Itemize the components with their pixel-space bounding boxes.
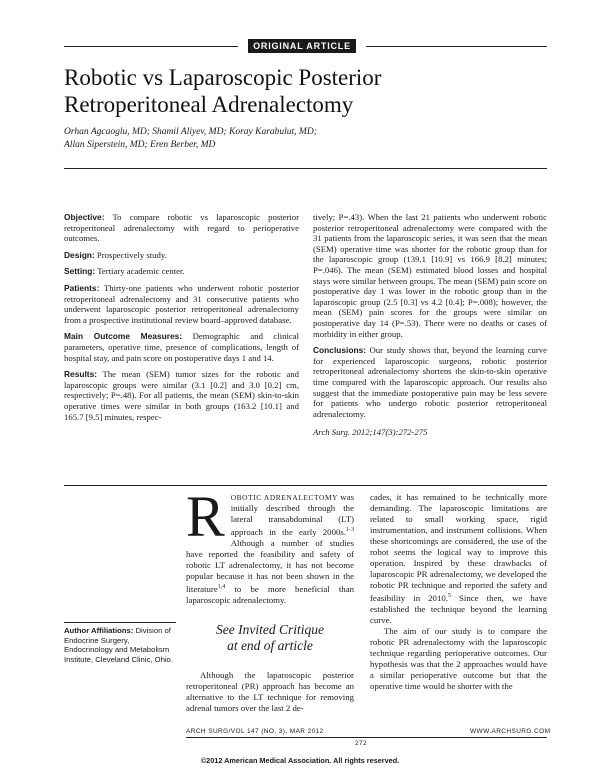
header-rule-right (366, 46, 547, 47)
results-paragraph (64, 369, 299, 422)
conclusions-text: Our study shows that, beyond the learning curve for experienced laparoscopic surgeons, robotic posterior retroperitoneal adrenalectomy shortens the skin-to-skin operative time compared with the laparoscopic approach. Our results also suggest that the immediate postoperative pain may be less severe for patients who undergo robotic posterior retroperitoneal adrenalectomy. (313, 345, 547, 419)
title-line-1: Robotic vs Laparoscopic Posterior (64, 65, 382, 90)
design-label: Design: (64, 249, 95, 260)
results-label: Results: (64, 369, 98, 380)
authors-line-1: Orhan Agcaoglu, MD; Shamil Aliyev, MD; Koray Karabulut, MD; (64, 127, 317, 137)
title-line-2: Retroperitoneal Adrenalectomy (64, 92, 354, 117)
authors-line-2: Allan Siperstein, MD; Eren Berber, MD (64, 139, 216, 150)
body-column-1 (186, 484, 354, 714)
results-text-a: The mean (SEM) tumor sizes for the robotic and laparoscopic groups were similar (3.1 [0.2] and 3.0 [0.2] cm, respectively; P=.48). For all patients, the mean (SEM) skin-to-skin operative times were similar in both groups (163.2 [10.1] and 165.7 [9.5] minutes, respec- (64, 369, 299, 422)
body-paragraph-4: The aim of our study is to compare the robotic PR adrenalectomy with the laparoscopic technique regarding perioperative outcomes. Our hypothesis was that the 2 approaches would have a similar perioperative outcome but that the operative time would be shorter with the (370, 625, 547, 691)
affiliation-rule (64, 622, 176, 623)
drop-cap: R (186, 484, 225, 549)
setting-label: Setting: (64, 266, 96, 277)
patients-label: Patients: (64, 282, 100, 293)
reference-1-4: 1,4 (217, 583, 226, 590)
critique-line-2: at end of article (227, 637, 313, 653)
measures-paragraph (64, 331, 299, 363)
footer-rule (186, 737, 547, 738)
design-text: Prospectively study. (96, 249, 167, 260)
intro-text-b: Although a number of studies have reported the feasibility and safety of robotic LT adrenalectomy, it has not become popular because it has not been shown in the literature (186, 537, 354, 594)
patients-text: Thirty-one patients who underwent robotic posterior retroperitoneal adrenalectomy and 31 consecutive patients who underwent laparoscopic posterior retroperitoneal adrenalectomy from a prospective institutional review board–approved database. (64, 282, 299, 325)
page-number: 272 (355, 740, 368, 747)
results-continued: tively; P=.43). When the last 21 patients who underwent robotic posterior retroperitoneal adrenalectomy were compared with the 31 patients from the laparoscopic series, it was seen that the mean (SEM) operative time was shorter for the robotic group than for the laparoscopic group (139.1 [10.9] vs 166.9 [8.2] minutes; P=.046). The mean (SEM) estimated blood losses and hospital stays were similar between groups. The mean (SEM) pain score on postoperative day 1 was lower in the robotic group than in the laparoscopic group (2.5 [0.3] vs 4.2 [0.4]; P=.008); however, the mean (SEM) pain scores for the groups were similar on postoperative day 14 (P=.53). There were no deaths or cases of morbidity in either group. (313, 212, 547, 339)
col2-text-a: cades, it has remained to be technically more demanding. The laparoscopic limitations are related to small working space, rigid instrumentation, and instrument collisions. When these shortcomings are considered, the use of the robot seems the logical way to improve this operation. Inspired by these drawbacks of laparoscopic PR adrenalectomy, we developed the robotic PR technique and reported the safety and feasibility in 2010. (370, 492, 547, 603)
objective-label: Objective: (64, 212, 105, 222)
critique-line-1: See Invited Critique (216, 621, 324, 637)
author-list (64, 126, 404, 151)
intro-text-a: was initially described through the lateral transabdominal (LT) approach in the early 2000s. (230, 492, 354, 537)
setting-text: Tertiary academic center. (97, 266, 185, 277)
design-paragraph (64, 250, 299, 261)
footer-url[interactable]: WWW.ARCHSURG.COM (470, 728, 551, 735)
invited-critique-link[interactable] (186, 622, 354, 654)
copyright-notice: ©2012 American Medical Association. All rights reserved. (200, 756, 400, 765)
header-rule-left (64, 46, 238, 47)
affiliation-label: Author Affiliations: (64, 626, 134, 635)
setting-paragraph (64, 266, 299, 277)
measures-text: Demographic and clinical parameters, operative time, presence of complications, length of hospital stay, and pain score on postoperative days 1 and 14. (64, 331, 299, 363)
affiliation-text: Division of Endocrine Surgery, Endocrinology and Metabolism Institute, Cleveland Clinic, Ohio. (64, 626, 173, 664)
objective-paragraph (64, 212, 299, 244)
col2-text-b: Since then, we have established the technique beyond the learning curve. (370, 592, 547, 625)
section-tag: ORIGINAL ARTICLE (248, 39, 356, 53)
reference-5: 5 (447, 593, 451, 599)
body-column-2 (370, 492, 547, 692)
abstract-column-2 (313, 212, 547, 444)
abstract-column-1 (64, 212, 299, 428)
article-title (64, 64, 484, 118)
conclusions-paragraph (313, 345, 547, 419)
measures-label: Main Outcome Measures: (64, 331, 183, 342)
intro-paragraph (186, 484, 354, 606)
title-divider (64, 168, 547, 169)
body-paragraph-3 (370, 492, 547, 626)
objective-text: To compare robotic vs laparoscopic posterior retroperitoneal adrenalectomy with regard to perioperative outcomes. (64, 212, 300, 244)
reference-1-3: 1-3 (346, 527, 354, 533)
conclusions-label: Conclusions: (313, 345, 367, 356)
lead-in-text: OBOTIC ADRENALECTOMY (230, 493, 339, 502)
patients-paragraph (64, 283, 299, 325)
citation: Arch Surg. 2012;147(3):272-275 (313, 427, 428, 438)
abstract-divider (64, 485, 547, 486)
footer-journal: ARCH SURG/VOL 147 (NO. 3), MAR 2012 (186, 728, 324, 735)
author-affiliations (64, 626, 176, 664)
intro-text-c: to be more beneficial than laparoscopic adrenalectomy. (186, 583, 354, 605)
body-paragraph-2: Although the laparoscopic posterior retroperitoneal (PR) approach has become an alternative to the LT technique for removing adrenal tumors over the last 2 de- (186, 669, 354, 713)
